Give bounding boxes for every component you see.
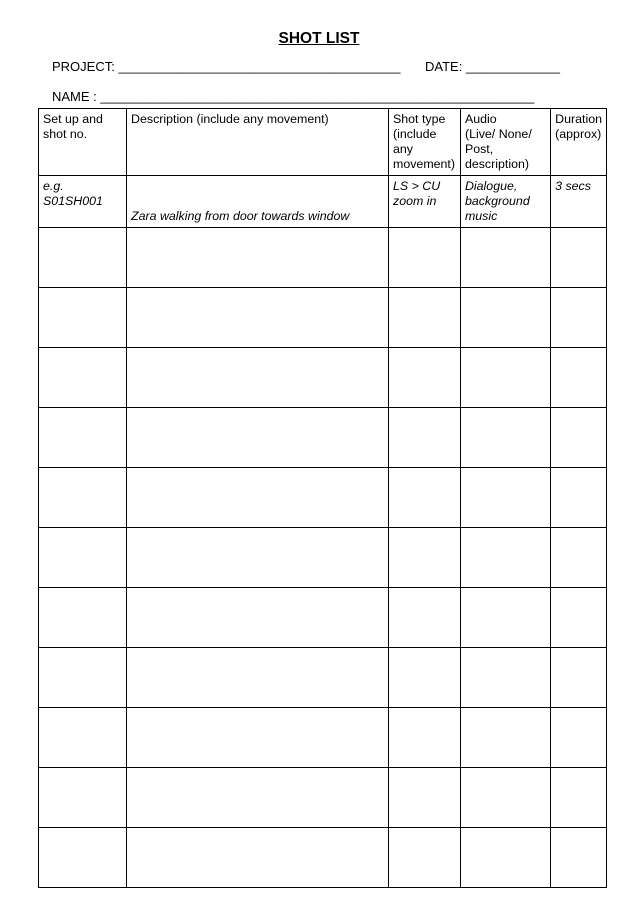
- duration-cell[interactable]: [551, 468, 607, 528]
- duration-cell[interactable]: [551, 528, 607, 588]
- table-row: [39, 468, 607, 528]
- shot-list-table: [38, 108, 607, 888]
- audio-cell[interactable]: [460, 648, 550, 708]
- table-row: [39, 528, 607, 588]
- table-row: [39, 648, 607, 708]
- description-cell[interactable]: [127, 588, 389, 648]
- duration-cell[interactable]: [551, 588, 607, 648]
- shot-type-cell[interactable]: [389, 768, 461, 828]
- header-shot-type: Shot type (include any movement): [389, 109, 461, 176]
- description-cell[interactable]: [127, 288, 389, 348]
- shot-type-cell[interactable]: [389, 648, 461, 708]
- description-cell[interactable]: [127, 228, 389, 288]
- shot-type-cell[interactable]: [389, 528, 461, 588]
- shot-type-cell[interactable]: [389, 288, 461, 348]
- audio-cell[interactable]: [460, 828, 550, 888]
- shot-type-cell[interactable]: [389, 408, 461, 468]
- shot-type-cell[interactable]: [389, 588, 461, 648]
- description-cell[interactable]: [127, 348, 389, 408]
- table-row: [39, 228, 607, 288]
- duration-cell[interactable]: [551, 768, 607, 828]
- table-row: [39, 708, 607, 768]
- example-shot-type: LS > CU zoom in: [389, 176, 461, 228]
- example-duration: 3 secs: [551, 176, 607, 228]
- example-audio: Dialogue, background music: [460, 176, 550, 228]
- audio-cell[interactable]: [460, 468, 550, 528]
- shot-type-cell[interactable]: [389, 228, 461, 288]
- example-row: [39, 176, 607, 228]
- header-duration: Duration (approx): [551, 109, 607, 176]
- table-row: [39, 408, 607, 468]
- header-description: Description (include any movement): [127, 109, 389, 176]
- header-audio: Audio (Live/ None/ Post, description): [460, 109, 550, 176]
- table-row: [39, 348, 607, 408]
- name-field[interactable]: NAME : ____________________________________________________________: [52, 89, 535, 104]
- setup-cell[interactable]: [39, 708, 127, 768]
- setup-cell[interactable]: [39, 468, 127, 528]
- description-cell[interactable]: [127, 408, 389, 468]
- duration-cell[interactable]: [551, 828, 607, 888]
- header-setup: Set up and shot no.: [39, 109, 127, 176]
- setup-cell[interactable]: [39, 528, 127, 588]
- setup-cell[interactable]: [39, 828, 127, 888]
- setup-cell[interactable]: [39, 288, 127, 348]
- setup-cell[interactable]: [39, 348, 127, 408]
- audio-cell[interactable]: [460, 708, 550, 768]
- audio-cell[interactable]: [460, 528, 550, 588]
- example-description: Zara walking from door towards window: [127, 176, 389, 228]
- duration-cell[interactable]: [551, 288, 607, 348]
- duration-cell[interactable]: [551, 228, 607, 288]
- setup-cell[interactable]: [39, 408, 127, 468]
- date-field[interactable]: DATE: _____________: [425, 59, 560, 74]
- setup-cell[interactable]: [39, 648, 127, 708]
- audio-cell[interactable]: [460, 288, 550, 348]
- table-row: [39, 828, 607, 888]
- project-field[interactable]: PROJECT: _______________________________________: [52, 59, 401, 74]
- description-cell[interactable]: [127, 528, 389, 588]
- description-cell[interactable]: [127, 828, 389, 888]
- shot-type-cell[interactable]: [389, 468, 461, 528]
- setup-cell[interactable]: [39, 588, 127, 648]
- duration-cell[interactable]: [551, 348, 607, 408]
- shot-type-cell[interactable]: [389, 348, 461, 408]
- description-cell[interactable]: [127, 708, 389, 768]
- audio-cell[interactable]: [460, 228, 550, 288]
- duration-cell[interactable]: [551, 648, 607, 708]
- description-cell[interactable]: [127, 768, 389, 828]
- description-cell[interactable]: [127, 648, 389, 708]
- duration-cell[interactable]: [551, 408, 607, 468]
- table-row: [39, 288, 607, 348]
- audio-cell[interactable]: [460, 588, 550, 648]
- shot-type-cell[interactable]: [389, 708, 461, 768]
- setup-cell[interactable]: [39, 768, 127, 828]
- table-row: [39, 588, 607, 648]
- header-row: [39, 109, 607, 176]
- audio-cell[interactable]: [460, 348, 550, 408]
- setup-cell[interactable]: [39, 228, 127, 288]
- duration-cell[interactable]: [551, 708, 607, 768]
- table-row: [39, 768, 607, 828]
- audio-cell[interactable]: [460, 408, 550, 468]
- example-setup: e.g. S01SH001: [39, 176, 127, 228]
- audio-cell[interactable]: [460, 768, 550, 828]
- description-cell[interactable]: [127, 468, 389, 528]
- shot-type-cell[interactable]: [389, 828, 461, 888]
- page-title: SHOT LIST: [278, 30, 360, 47]
